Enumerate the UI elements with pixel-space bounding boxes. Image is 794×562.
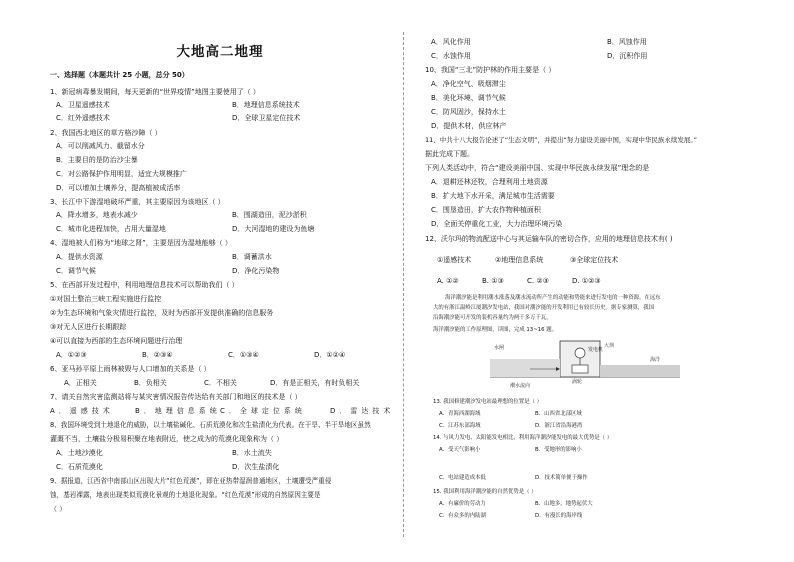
q8-option-c: C．石质荒漠化 <box>56 463 103 471</box>
q2-option-a: A．可以削减风力、截留水分 <box>56 142 145 150</box>
q14-option-d: D．技术简单便于操作 <box>535 475 588 481</box>
q8-option-a: A．土地沙漠化 <box>56 449 103 457</box>
label-flow: 潮水流向 <box>510 383 531 389</box>
q13-option-a: A．青海西湖海域 <box>439 411 481 417</box>
q8-line-1: 8、我国环境受到土地退化的威胁，以土壤盐碱化、石质荒漠化和次生盐渍化为代表。在干旱、半干旱地区虽然 <box>50 421 371 429</box>
q7-option-d: D．雷达技术 <box>330 407 395 415</box>
q2-option-b: B．主要目的是防治沙尘暴 <box>56 156 138 164</box>
q10-option-a: A．净化空气、吸烟滞尘 <box>431 80 506 88</box>
q14-stem: 14. 与风力发电、太阳能发电相比，利用海洋潮汐能发电的最大优势是（ ） <box>433 435 613 441</box>
q15-option-d: D．有漫长的海岸线 <box>535 513 583 519</box>
q13-option-b: B．山西省北部区域 <box>535 411 582 417</box>
q1-option-d: D．全球卫星定位技术 <box>232 114 301 122</box>
q13-stem: 13. 我国修建潮汐发电站最理想的位置是（ ） <box>433 399 543 405</box>
q2-option-c: C．对公路保护作用明显，适宜大规模推广 <box>56 170 187 178</box>
q8-option-d: D．次生盐渍化 <box>232 463 280 471</box>
q12-option-c: C. ②③ <box>527 277 549 285</box>
q11-option-c: C．围垦造田，扩大农作物种植面积 <box>431 206 541 214</box>
q5-item-3: ③对无人区进行长期跟踪 <box>50 323 127 331</box>
page-title: 大地高二地理 <box>176 44 264 60</box>
q12-item-3: ③全球定位技术 <box>570 256 619 264</box>
q7-option-c: C．全球定位系统 <box>220 407 306 415</box>
q7-stem: 7、请关自然灾害监测站将与某灾害情况报告传达给有关部门和地区的技术是（ ） <box>50 393 302 401</box>
q5-option-a: A．①②③ <box>56 351 87 359</box>
q12-option-d: D. ①②③ <box>572 277 601 285</box>
q9-option-c: C．水蚀作用 <box>431 52 471 60</box>
section-heading: 一、选择题（本题共计 25 小题，总分 50） <box>50 71 189 79</box>
q12-item-2: ②地理信息系统 <box>495 256 544 264</box>
q10-stem: 10、我国“三北”防护林的作用主要是（ ） <box>425 66 556 74</box>
q5-item-2: ②为生态环境和气象灾情进行监控，及时为西部开发提供准确的信息服务 <box>50 309 274 317</box>
q5-stem: 5、在西部开发过程中，利用地理信息技术可以帮助我们（ ） <box>50 281 239 289</box>
basin-water <box>490 359 560 377</box>
turbine-shape <box>572 365 588 373</box>
passage-line-2: 大的有浙江温岭江厦潮汐发电站，我国对潮汐能的开发利用已有较长历史。据专家测算，我国 <box>433 305 655 311</box>
q9-option-a: A．风化作用 <box>431 38 471 46</box>
q3-option-c: C．城市化进程加快，占用大量湿地 <box>56 225 166 233</box>
q9-line-2: 蚀，基岩裸露，地表出现类似荒漠化景观的土地退化现象。“红色荒漠”形成的自然原因主要是 <box>50 491 321 499</box>
q11-option-b: B．扩大地下水开采，满足城市生活需要 <box>431 192 555 200</box>
q8-option-b: B．水土流失 <box>232 449 272 457</box>
q9-line-1: 9、据报道，江西省中南部山区出现大片“红色荒漠”，即在亚热带湿润普通地区，土壤遭受严重侵 <box>50 477 332 485</box>
q13-option-c: C．江苏东部海域 <box>439 423 481 429</box>
q4-stem: 4、湿地被人们称为“地球之肾”，主要是因为湿地能够（ ） <box>50 239 232 247</box>
q10-option-b: B．美化环境、调节气候 <box>431 94 506 102</box>
q5-option-d: D．①②④ <box>314 351 346 359</box>
q15-option-a: A．有廉价的劳动力 <box>439 501 486 507</box>
q1-stem: 1、新冠病毒暴发期间，每天更新的“世界疫情”地图主要使用了（ ） <box>50 88 260 96</box>
q5-option-c: C．①③④ <box>228 351 259 359</box>
q9-option-b: B．风蚀作用 <box>607 38 647 46</box>
q12-item-1: ①遥感技术 <box>437 256 472 264</box>
q7-option-b: B．地理信息系统 <box>135 407 221 415</box>
q4-option-d: D．净化污染物 <box>232 267 280 275</box>
q5-item-4: ④可以直接为西部的生态环境问题进行治理 <box>50 337 183 345</box>
q3-option-d: D．大河湿地的建设为鱼塘 <box>232 225 315 233</box>
q13-option-d: D．浙江省沿海港湾 <box>535 423 583 429</box>
q14-option-b: B．受地形的影响小 <box>535 447 582 453</box>
q11-option-d: D．全面关停重化工业，大力治理环境污染 <box>431 220 563 228</box>
label-sluice: 水闸 <box>494 345 505 351</box>
q14-option-a: A．受天气影响小 <box>439 447 481 453</box>
q10-option-d: D．提供木材，供应林产 <box>431 122 507 130</box>
q4-option-a: A．提供水资源 <box>56 253 103 261</box>
passage-tail: 海洋潮汐能的工作原理图，读图，完成 13~16 题。 <box>433 327 558 333</box>
generator-shape <box>575 348 585 358</box>
q6-option-b: B．负相关 <box>134 379 167 387</box>
q11-line-1: 11、中共十八大报告论述了“生态文明”，并提出“努力建设美丽中国，实现中华民族永续发展。” <box>425 136 697 144</box>
q14-option-c: C．电站建造成本低 <box>439 475 486 481</box>
q5-option-b: B．②③④ <box>142 351 173 359</box>
q1-option-b: B．地理信息系统技术 <box>232 101 300 109</box>
q11-sub: 下列人类活动中，符合“建设美丽中国、实现中华民族永续发展”理念的是 <box>425 164 650 172</box>
q4-option-b: B．调蓄洪水 <box>232 253 272 261</box>
q15-option-b: B．山地多，地势起伏大 <box>535 501 593 507</box>
label-generator: 发电机 <box>588 347 604 353</box>
q12-option-b: B. ①③ <box>482 277 504 285</box>
q15-stem: 15. 我国利用海洋潮汐能的自然优势是（ ） <box>433 489 537 495</box>
q6-option-a: A．正相关 <box>64 379 97 387</box>
label-sea: 海洋 <box>650 357 661 363</box>
q3-stem: 3、长江中下游湿地破坏严重，其主要原因为该地区（ ） <box>50 198 225 206</box>
q5-item-1: ①对国土整治三峡工程实施进行监控 <box>50 295 162 303</box>
q15-option-c: C．有众多的内陆湖 <box>439 513 486 519</box>
q7-option-a: A．遥感技术 <box>50 407 114 415</box>
tidal-power-diagram <box>490 337 680 395</box>
label-turbine: 涡轮 <box>572 379 583 385</box>
q6-option-c: C．不相关 <box>204 379 237 387</box>
q1-option-c: C．红外遥感技术 <box>56 114 110 122</box>
q9-option-d: D．沉积作用 <box>607 52 648 60</box>
q6-option-d: D．有是正相关，有时负相关 <box>270 379 360 387</box>
label-dam: 大坝 <box>604 343 615 349</box>
q4-option-c: C．调节气候 <box>56 267 96 275</box>
q2-stem: 2、我国西北地区的草方格沙障（ ） <box>50 129 162 137</box>
q11-line-2: 据此完成下题。 <box>425 150 474 158</box>
q12-option-a: A. ①② <box>437 277 459 285</box>
q3-option-b: B．围湖造田，泥沙淤积 <box>232 211 307 219</box>
passage-line-1: 海洋潮汐能是利用潮水涨落及潮水流动所产生的动能和势能来进行发电的一种资源。在远东 <box>445 295 661 301</box>
q8-line-2: 灌溉不当，土壤盐分极易积聚在地表附近，使之成为的荒漠化现象称为（ ） <box>50 435 284 443</box>
q1-option-a: A．卫星遥感技术 <box>56 101 110 109</box>
q9-line-3: （ ） <box>50 505 67 513</box>
q6-stem: 6、亚马孙平原上雨林被毁与人口增加的关系是（ ） <box>50 365 211 373</box>
column-divider <box>403 32 404 537</box>
sea-water <box>600 365 680 377</box>
passage-line-3: 沿海潮汐能可开发的装机容量约为两千多万千瓦。 <box>433 315 552 321</box>
q10-option-c: C．防风固沙，保持水土 <box>431 108 506 116</box>
q11-option-a: A．退耕还林还牧，合理利用土地资源 <box>431 178 548 186</box>
q12-stem: 12、沃尔玛的物流配送中心与其运输车队的密切合作，应用的地理信息技术有( ) <box>425 235 673 243</box>
q2-option-d: D．可以增加土壤养分，提高植被成活率 <box>56 184 181 192</box>
q3-option-a: A．降水增多，地表水减少 <box>56 211 138 219</box>
